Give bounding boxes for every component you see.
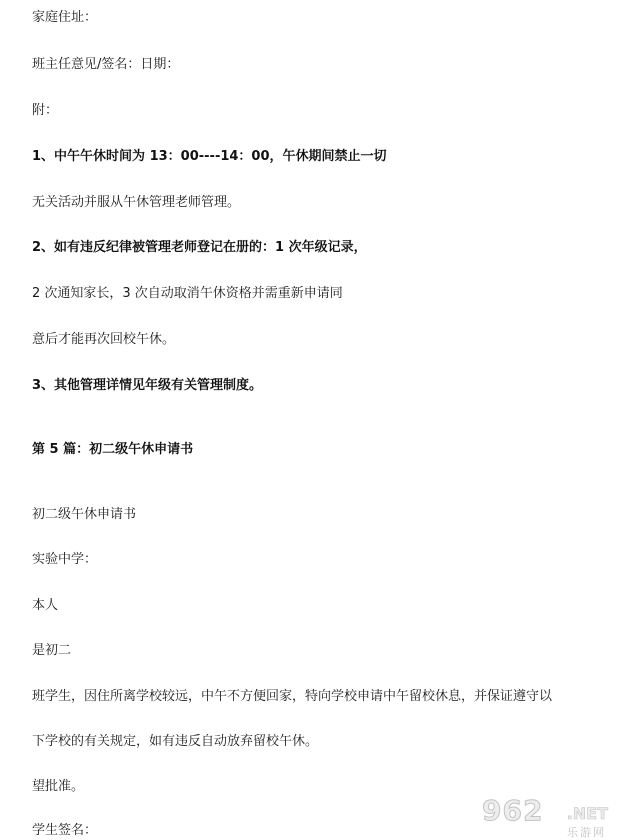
section-heading: 第 5 篇：初二级午休申请书: [32, 442, 194, 457]
rule-1-heading: 1、中午午休时间为 13：00----14：00，午休期间禁止一切: [32, 149, 387, 164]
addressee-line: 实验中学：: [32, 552, 98, 567]
grade-line: 是初二: [32, 643, 72, 658]
rule-2-heading: 2、如有违反纪律被管理老师登记在册的：1 次年级记录，: [32, 240, 367, 255]
rule-2-continuation-1: 2 次通知家长，3 次自动取消午休资格并需重新申请同: [32, 286, 343, 301]
watermark-sub-text: 乐游网: [567, 826, 606, 839]
teacher-opinion-label: 班主任意见/签名：日期：: [32, 57, 180, 72]
address-label: 家庭住址：: [32, 10, 98, 25]
body-line-1: 班学生，因住所离学校较远，中午不方便回家，特向学校申请中午留校休息，并保证遵守以: [32, 689, 553, 704]
body-line-2: 下学校的有关规定，如有违反自动放弃留校午休。: [32, 734, 319, 749]
signature-label: 学生签名：: [32, 823, 98, 838]
request-line: 望批准。: [32, 779, 85, 794]
watermark-domain-text: .NET: [566, 804, 608, 823]
appendix-label: 附：: [32, 103, 59, 118]
application-title: 初二级午休申请书: [32, 507, 137, 522]
rule-2-continuation-2: 意后才能再次回校午休。: [32, 332, 176, 347]
self-line: 本人: [32, 598, 59, 613]
rule-1-continuation: 无关活动并服从午休管理老师管理。: [32, 195, 241, 210]
rule-3-heading: 3、其他管理详情见年级有关管理制度。: [32, 378, 263, 393]
watermark-main-text: 962: [482, 794, 544, 827]
site-watermark-logo: [478, 796, 612, 838]
